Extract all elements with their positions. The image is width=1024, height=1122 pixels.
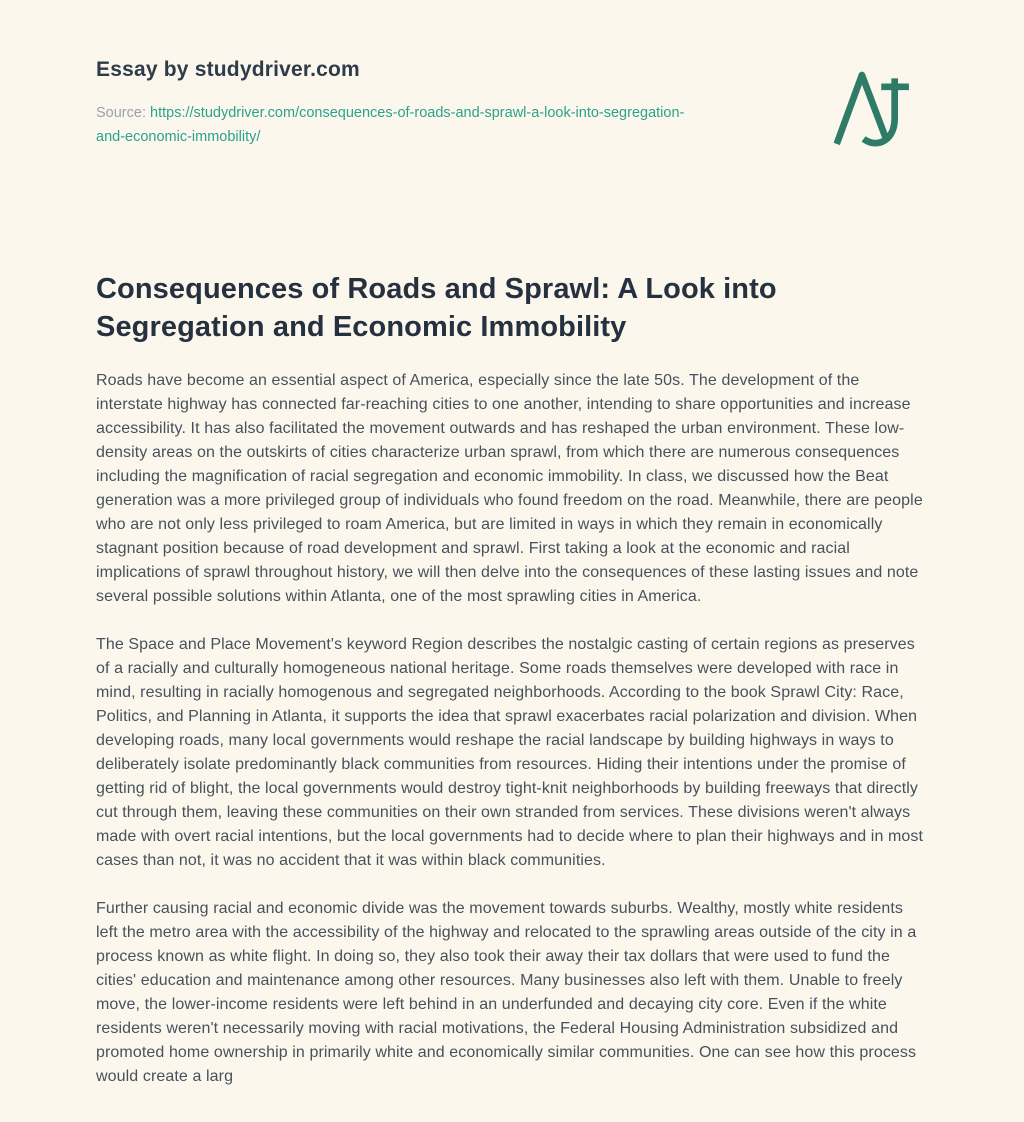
essay-body — [96, 369, 928, 1089]
source-line — [96, 102, 706, 150]
byline: Essay by studydriver.com — [96, 58, 360, 81]
page-header — [96, 58, 928, 162]
logo-a-stroke — [837, 75, 886, 144]
studydriver-logo-icon — [830, 62, 914, 162]
essay-paragraph-1: Roads have become an essential aspect of America, especially since the late 50s. The development of the interstate highway has connected far-reaching cities to one another, intending to share opportunities and increase accessibility. It has also facilitated the movement outwards and has reshaped the urban environment. These low-density areas on the outskirts of cities characterize urban sprawl, from which there are numerous consequences including the magnification of racial segregation and economic immobility. In class, we discussed how the Beat generation was a more privileged group of individuals who found freedom on the road. Meanwhile, there are people who are not only less privileged to roam America, but are limited in ways in which they remain in economically stagnant position because of road development and sprawl. First taking a look at the economic and racial implications of sprawl throughout history, we will then delve into the consequences of these lasting issues and note several possible solutions within Atlanta, one of the most sprawling cities in America. — [96, 371, 923, 605]
essay-title: Consequences of Roads and Sprawl: A Look into Segregation and Economic Immobility — [96, 273, 777, 344]
source-label: Source: — [96, 105, 146, 121]
source-link[interactable]: https://studydriver.com/consequences-of-roads-and-sprawl-a-look-into-segregation-and-economic-immobility/ — [96, 105, 685, 145]
header-text-block — [96, 58, 706, 150]
essay-paragraph-2: The Space and Place Movement's keyword Region describes the nostalgic casting of certain regions as preserves of a racially and culturally homogeneous national heritage. Some roads themselves were developed with race in mind, resulting in racially homogenous and segregated neighborhoods. According to the book Sprawl City: Race, Politics, and Planning in Atlanta, it supports the idea that sprawl exacerbates racial polarization and division. When developing roads, many local governments would reshape the racial landscape by building highways in ways to deliberately isolate predominantly black communities from resources. Hiding their intentions under the promise of getting rid of blight, the local governments would destroy tight-knit neighborhoods by building freeways that directly cut through them, leaving these communities on their own stranded from services. These divisions weren't always made with overt racial intentions, but the local governments had to decide where to plan their highways and in most cases than not, it was no accident that it was within black communities. — [96, 635, 924, 869]
essay-paragraph-3: Further causing racial and economic divide was the movement towards suburbs. Wealthy, mostly white residents left the metro area with the accessibility of the highway and relocated to the sprawling areas outside of the city in a process known as white flight. In doing so, they also took their away their tax dollars that were used to fund the cities' education and maintenance among other resources. Many businesses also left with them. Unable to freely move, the lower-income residents were left behind in an underfunded and decaying city core. Even if the white residents weren't necessarily moving with racial motivations, the Federal Housing Administration subsidized and promoted home ownership in primarily white and economically similar communities. One can see how this process would create a larg — [96, 899, 917, 1085]
